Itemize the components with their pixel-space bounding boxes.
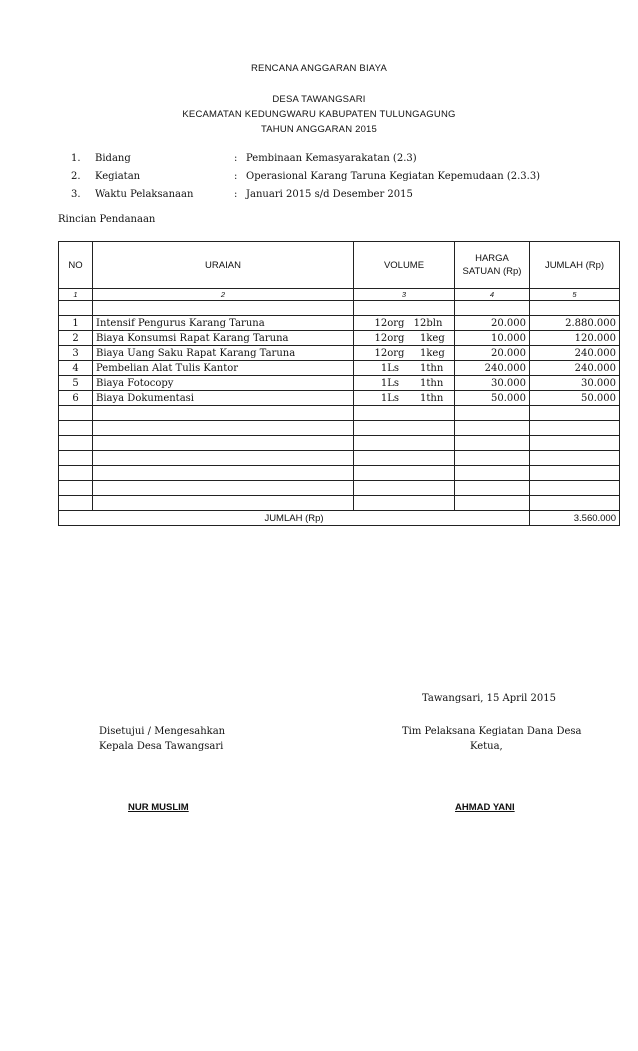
row-volume xyxy=(354,316,455,331)
district-name: KECAMATAN KEDUNGWARU KABUPATEN TULUNGAGUNG xyxy=(182,109,456,120)
info-label: Bidang xyxy=(95,153,131,164)
header-uraian: URAIAN xyxy=(93,242,354,289)
info-sep: : xyxy=(234,189,238,200)
vol-a: 12 xyxy=(374,332,388,344)
vol-b: 1 xyxy=(419,392,427,404)
row-uraian: Biaya Fotocopy xyxy=(93,376,354,391)
col-number: 2 xyxy=(93,289,354,301)
header-harga-line2: SATUAN (Rp) xyxy=(462,266,522,277)
info-num: 2. xyxy=(71,171,81,182)
row-volume xyxy=(354,331,455,346)
table-row xyxy=(59,376,620,391)
row-harga: 20.000 xyxy=(455,316,530,331)
info-num: 3. xyxy=(71,189,81,200)
row-jumlah: 240.000 xyxy=(530,346,620,361)
row-volume xyxy=(354,346,455,361)
table-row-empty xyxy=(59,406,620,421)
row-harga: 10.000 xyxy=(455,331,530,346)
unit-b: keg xyxy=(426,347,445,359)
info-sep: : xyxy=(234,171,238,182)
unit-a: org xyxy=(387,332,405,344)
row-jumlah: 240.000 xyxy=(530,361,620,376)
header-no: NO xyxy=(59,242,93,289)
vol-b: 1 xyxy=(419,347,427,359)
place-date: Tawangsari, 15 April 2015 xyxy=(422,693,556,704)
row-harga: 20.000 xyxy=(455,346,530,361)
unit-a: Ls xyxy=(387,377,400,389)
vol-a: 12 xyxy=(374,347,388,359)
col-number: 4 xyxy=(455,289,530,301)
info-value: Operasional Karang Taruna Kegiatan Kepemudaan (2.3.3) xyxy=(246,171,541,182)
row-no: 6 xyxy=(59,391,93,406)
header-harga xyxy=(455,242,530,289)
table-body xyxy=(59,316,620,406)
row-uraian: Pembelian Alat Tulis Kantor xyxy=(93,361,354,376)
unit-a: org xyxy=(387,317,405,329)
row-jumlah: 120.000 xyxy=(530,331,620,346)
table-row xyxy=(59,331,620,346)
column-number-row xyxy=(59,289,620,301)
vol-a: 1 xyxy=(380,362,388,374)
row-volume xyxy=(354,361,455,376)
executor-title-1: Tim Pelaksana Kegiatan Dana Desa xyxy=(402,726,582,737)
info-label: Waktu Pelaksanaan xyxy=(95,189,194,200)
executor-name: AHMAD YANI xyxy=(455,802,515,813)
row-uraian: Biaya Konsumsi Rapat Karang Taruna xyxy=(93,331,354,346)
budget-table xyxy=(58,241,620,526)
vol-b: 1 xyxy=(419,332,427,344)
row-no: 4 xyxy=(59,361,93,376)
vol-b: 1 xyxy=(419,377,427,389)
unit-a: Ls xyxy=(387,362,400,374)
header-volume: VOLUME xyxy=(354,242,455,289)
info-value: Januari 2015 s/d Desember 2015 xyxy=(246,189,413,200)
col-number: 5 xyxy=(530,289,620,301)
row-uraian: Biaya Dokumentasi xyxy=(93,391,354,406)
table-row-empty xyxy=(59,481,620,496)
fiscal-year: TAHUN ANGGARAN 2015 xyxy=(260,124,378,135)
approver-name: NUR MUSLIM xyxy=(128,802,189,813)
table-row-empty xyxy=(59,466,620,481)
vol-a: 12 xyxy=(374,317,388,329)
unit-a: org xyxy=(387,347,405,359)
col-number: 1 xyxy=(59,289,93,301)
village-name: DESA TAWANGSARI xyxy=(272,94,366,105)
unit-b: thn xyxy=(426,362,444,374)
executor-title-2: Ketua, xyxy=(470,741,503,752)
row-uraian: Intensif Pengurus Karang Taruna xyxy=(93,316,354,331)
row-no: 1 xyxy=(59,316,93,331)
vol-a: 1 xyxy=(380,392,388,404)
unit-b: bln xyxy=(426,317,443,329)
total-label: JUMLAH (Rp) xyxy=(59,511,530,526)
row-harga: 240.000 xyxy=(455,361,530,376)
table-row-empty xyxy=(59,421,620,436)
table-row xyxy=(59,316,620,331)
table-row-empty xyxy=(59,451,620,466)
row-no: 3 xyxy=(59,346,93,361)
vol-b: 1 xyxy=(419,362,427,374)
row-harga: 50.000 xyxy=(455,391,530,406)
total-value: 3.560.000 xyxy=(530,511,620,526)
unit-b: keg xyxy=(426,332,445,344)
table-row-empty xyxy=(59,301,620,316)
total-row xyxy=(59,511,620,526)
table-row-empty xyxy=(59,436,620,451)
row-volume xyxy=(354,391,455,406)
table-row xyxy=(59,361,620,376)
table-row-empty xyxy=(59,496,620,511)
approver-title-2: Kepala Desa Tawangsari xyxy=(99,741,224,752)
section-label: Rincian Pendanaan xyxy=(58,214,156,225)
info-label: Kegiatan xyxy=(95,171,141,182)
approver-title-1: Disetujui / Mengesahkan xyxy=(99,726,226,737)
info-value: Pembinaan Kemasyarakatan (2.3) xyxy=(246,153,417,164)
row-no: 2 xyxy=(59,331,93,346)
row-no: 5 xyxy=(59,376,93,391)
table-row xyxy=(59,346,620,361)
unit-b: thn xyxy=(426,377,444,389)
header-jumlah: JUMLAH (Rp) xyxy=(530,242,620,289)
row-uraian: Biaya Uang Saku Rapat Karang Taruna xyxy=(93,346,354,361)
row-jumlah: 2.880.000 xyxy=(530,316,620,331)
row-harga: 30.000 xyxy=(455,376,530,391)
document-title: RENCANA ANGGARAN BIAYA xyxy=(250,63,388,74)
unit-a: Ls xyxy=(387,392,400,404)
table-header-row xyxy=(59,242,620,289)
header-harga-line1: HARGA xyxy=(475,253,509,264)
row-jumlah: 50.000 xyxy=(530,391,620,406)
table-row xyxy=(59,391,620,406)
row-volume xyxy=(354,376,455,391)
info-sep: : xyxy=(234,153,238,164)
info-num: 1. xyxy=(71,153,81,164)
vol-a: 1 xyxy=(380,377,388,389)
col-number: 3 xyxy=(354,289,455,301)
unit-b: thn xyxy=(426,392,444,404)
vol-b: 12 xyxy=(413,317,427,329)
row-jumlah: 30.000 xyxy=(530,376,620,391)
